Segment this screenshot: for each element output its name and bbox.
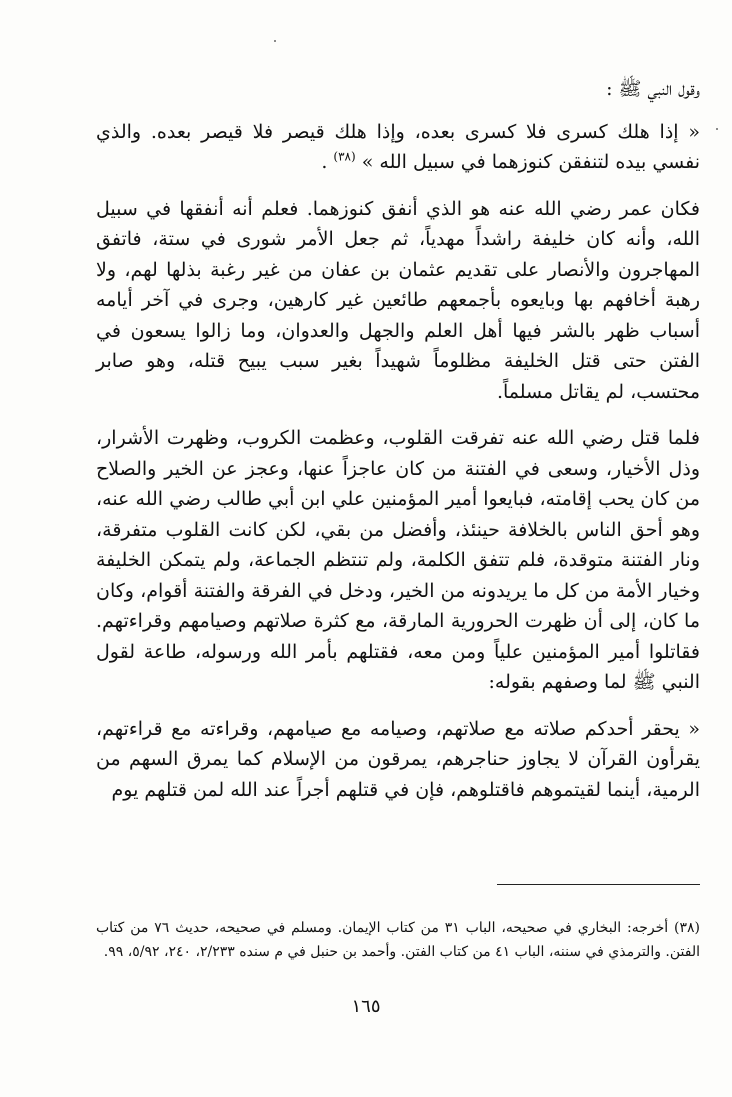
intro-line: وقول النبي ﷺ : (606, 78, 700, 100)
paragraph-2: فلما قتل رضي الله عنه تفرقت القلوب، وعظمت الكروب، وظهرت الأشرار، وذل الأخيار، وسعى في الفتنة من كان عاجزاً عنها، وعجز عن الخير والصلاح من كان يحب إقامته، فبايعوا أمير المؤمنين علي ابن أبي طالب رضي الله عنه، وهو أحق الناس بالخلافة حينئذ، وأفضل من بقي، لكن كانت القلوب متفرقة، ونار الفتنة متوقدة، فلم تتفق الكلمة، ولم تنتظم الجماعة، ولم يتمكن الخليفة وخيار الأمة من كل ما يريدونه من الخير، ودخل في الفرقة والفتنة أقوام، وكان ما كان، إلى أن ظهرت الحرورية المارقة، مع كثرة صلاتهم وصيامهم وقراءتهم. فقاتلوا أمير المؤمنين علياً ومن معه، فقتلهم بأمر الله ورسوله، طاعة لقول النبي ﷺ لما وصفهم بقوله: (96, 427, 700, 693)
sentence-end: . (321, 151, 328, 173)
footnote-divider (497, 884, 700, 885)
scan-speck (274, 40, 276, 42)
hadith-quote-2: « يحقر أحدكم صلاته مع صلاتهم، وصيامه مع صيامهم، وقراءته مع قراءتهم، يقرأون القرآن لا يجاوز حناجرهم، يمرقون من الإسلام كما يمرق السهم من الرمية، أينما لقيتموهم فاقتلوهم، فإن في قتلهم أجراً عند الله لمن قتلهم يوم (96, 717, 700, 801)
paragraph-1: فكان عمر رضي الله عنه هو الذي أنفق كنوزهما. فعلم أنه أنفقها في سبيل الله، وأنه كان خليفة راشداً مهدياً، ثم جعل الأمر شورى في ستة، فاتفق المهاجرون والأنصار على تقديم عثمان بن عفان من غير رغبة بذلها لهم، ولا رهبة أخافهم بها وبايعوه بأجمعهم طائعين غير كارهين، وجرى في آخر أيامه أسباب ظهر بالشر فيها أهل العلم والجهل والعدوان، وما زالوا يسعون في الفتن حتى قتل الخليفة مظلوماً شهيداً بغير سبب يبيح قتله، وهو صابر محتسب، لم يقاتل مسلماً. (96, 197, 700, 403)
hadith-quote-1 (96, 117, 700, 178)
page-number: ١٦٥ (351, 996, 381, 1017)
scan-speck (716, 128, 718, 130)
hadith-1-text: « إذا هلك كسرى فلا كسرى بعده، وإذا هلك قيصر فلا قيصر بعده. والذي نفسي بيده لتنفقن كنوزهما في سبيل الله » (96, 120, 700, 173)
footnote-reference: (٣٨) (333, 149, 356, 164)
main-text (96, 74, 700, 821)
footnote: (٣٨) أخرجه: البخاري في صحيحه، الباب ٣١ من كتاب الإيمان. ومسلم في صحيحه، حديث ٧٦ من كتاب الفتن. والترمذي في سننه، الباب ٤١ من كتاب الفتن. وأحمد بن حنبل في م سنده ٢/٢٣٣، ٢٤٠، ٥/٩٢، ٩٩. (96, 920, 700, 960)
